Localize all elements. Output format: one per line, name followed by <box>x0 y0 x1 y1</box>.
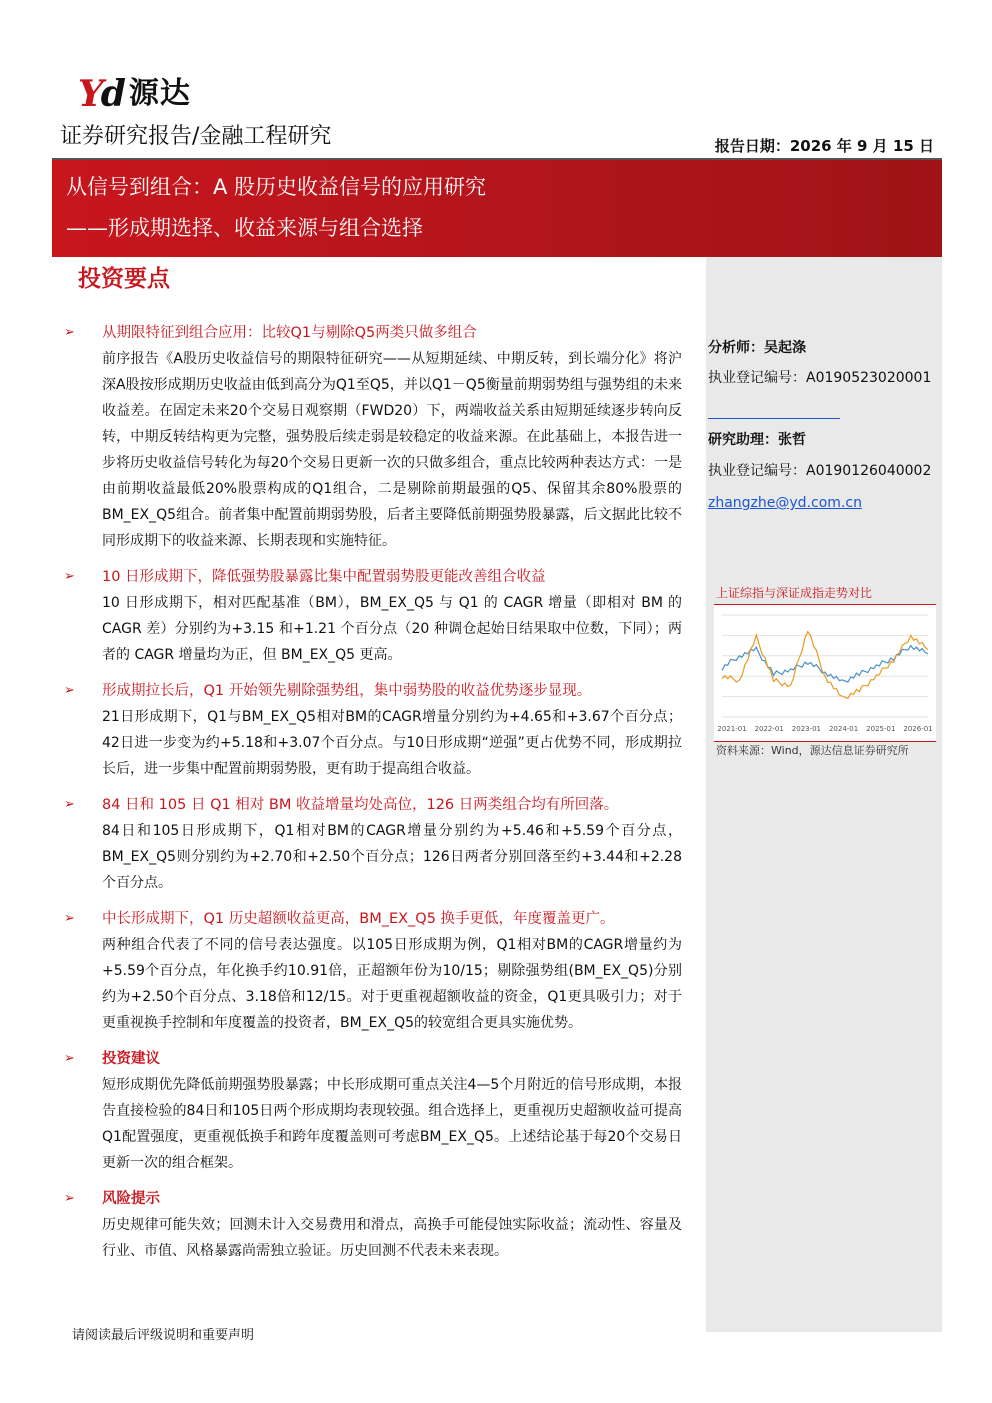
chart-title: 上证综指与深证成指走势对比 <box>716 586 873 600</box>
report-title: 从信号到组合：A 股历史收益信号的应用研究 <box>66 175 487 199</box>
key-point-item <box>62 678 682 782</box>
chart-x-tick-label: 2024-01 <box>828 725 859 733</box>
brand-mark-d: d <box>100 73 123 115</box>
bullet-arrow-icon: ➢ <box>64 569 75 584</box>
analyst-email-link[interactable]: zhangzhe@yd.com.cn <box>708 495 862 511</box>
key-point-paragraph: 两种组合代表了不同的信号表达强度。以105日形成期为例，Q1相对BM的CAGR增量约为+5.59个百分点，年化换手约10.91倍，正超额年份为10/15；剔除强势组(BM_EX_Q5)分别约为+2.50个百分点、3.18倍和12/15。对于更重视超额收益的资金，Q1更具吸引力；对于更重视换手控制和年度覆盖的投资者，BM_EX_Q5的较宽组合更具实施优势。 <box>102 937 682 1031</box>
key-point-heading-text: 中长形成期下，Q1 历史超额收益更高，BM_EX_Q5 换手更低，年度覆盖更广。 <box>102 911 615 927</box>
key-point-heading-text: 风险提示 <box>102 1191 160 1207</box>
key-point-paragraph: 84日和105日形成期下，Q1相对BM的CAGR增量分别约为+5.46和+5.59个百分点，BM_EX_Q5则分别约为+2.70和+2.50个百分点；126日两者分别回落至约+3.44和+2.28个百分点。 <box>102 823 682 891</box>
analyst-registration: 执业登记编号：A0190523020001 <box>708 370 932 386</box>
key-point-body <box>62 1072 682 1176</box>
bullet-arrow-icon: ➢ <box>64 683 75 698</box>
key-point-body <box>62 932 682 1036</box>
chart-source: 资料来源：Wind，源达信息证券研究所 <box>716 744 909 757</box>
footer-disclaimer: 请阅读最后评级说明和重要声明 <box>72 1328 255 1343</box>
key-point-item <box>62 906 682 1036</box>
bullet-arrow-icon: ➢ <box>64 797 75 812</box>
brand-name: 源达 <box>128 76 191 111</box>
key-point-heading <box>62 906 682 932</box>
chart-x-tick-label: 2021-01 <box>717 725 747 733</box>
key-point-heading <box>62 564 682 590</box>
report-subtitle: ——形成期选择、收益来源与组合选择 <box>66 216 423 240</box>
key-point-heading-text: 从期限特征到组合应用：比较Q1与剔除Q5两类只做多组合 <box>102 325 477 341</box>
key-point-paragraph: 21日形成期下，Q1与BM_EX_Q5相对BM的CAGR增量分别约为+4.65和+3.67个百分点；42日进一步变为约+5.18和+3.07个百分点。与10日形成期“逆强”更占优势不同，形成期拉长后，进一步集中配置前期弱势股，更有助于提高组合收益。 <box>102 709 682 777</box>
brand-mark-y: Y <box>78 73 101 115</box>
assistant-name: 研究助理：张哲 <box>708 432 806 448</box>
key-point-item <box>62 564 682 668</box>
chart-x-tick-label: 2025-01 <box>866 725 896 733</box>
key-point-body <box>62 818 682 896</box>
key-point-item <box>62 1046 682 1176</box>
key-point-paragraph: 前序报告《A股历史收益信号的期限特征研究——从短期延续、中期反转，到长端分化》将沪深A股按形成期历史收益由低到高分为Q1至Q5，并以Q1－Q5衡量前期弱势组与强势组的未来收益差。在固定未来20个交易日观察期（FWD20）下，两端收益关系由短期延续逐步转向反转，中期反转结构更为完整，强势股后续走弱是较稳定的收益来源。在此基础上，本报告进一步将历史收益信号转化为每20个交易日更新一次的只做多组合，重点比较两种表达方式：一是由前期收益最低20%股票构成的Q1组合，二是剔除前期最强的Q5、保留其余80%股票的BM_EX_Q5组合。前者集中配置前期弱势股，后者主要降低前期强势股暴露，后文据此比较不同形成期下的收益来源、长期表现和实施特征。 <box>102 351 682 549</box>
key-point-heading <box>62 1046 682 1072</box>
key-point-heading-text: 10 日形成期下，降低强势股暴露比集中配置弱势股更能改善组合收益 <box>102 569 546 585</box>
key-point-item <box>62 320 682 554</box>
chart-x-tick-label: 2026-01 <box>903 725 933 733</box>
key-point-body <box>62 704 682 782</box>
key-point-heading-text: 84 日和 105 日 Q1 相对 BM 收益增量均处高位，126 日两类组合均有所回落。 <box>102 797 619 813</box>
report-date: 报告日期：2026 年 9 月 15 日 <box>714 137 934 155</box>
chart-x-tick-label: 2022-01 <box>754 725 784 733</box>
bullet-arrow-icon: ➢ <box>64 1191 75 1206</box>
index-chart-svg <box>714 605 936 741</box>
brand-logo <box>78 74 191 114</box>
key-point-paragraph: 短形成期优先降低前期强势股暴露；中长形成期可重点关注4—5个月附近的信号形成期，本报告直接检验的84日和105日两个形成期均表现较强。组合选择上，更重视历史超额收益可提高Q1配置强度，更重视低换手和跨年度覆盖则可考虑BM_EX_Q5。上述结论基于每20个交易日更新一次的组合框架。 <box>102 1077 682 1171</box>
key-points-list <box>62 320 682 1264</box>
key-point-paragraph: 10 日形成期下，相对匹配基准（BM），BM_EX_Q5 与 Q1 的 CAGR 增量（即相对 BM 的 CAGR 差）分别约为+3.15 和+1.21 个百分点（20 种调仓起始日结果取中位数，下同）；两者的 CAGR 增量均为正，但 BM_EX_Q5 更高。 <box>102 595 682 663</box>
key-point-body <box>62 590 682 668</box>
analyst-name: 分析师：吴起涤 <box>708 340 806 356</box>
key-point-paragraph: 历史规律可能失效；回测未计入交易费用和滑点，高换手可能侵蚀实际收益；流动性、容量及行业、市值、风格暴露尚需独立验证。历史回测不代表未来表现。 <box>102 1217 682 1259</box>
chart-x-tick-label: 2023-01 <box>791 725 822 733</box>
analyst-divider <box>708 418 840 419</box>
brand-mark <box>78 74 123 114</box>
key-point-heading-text: 形成期拉长后，Q1 开始领先剔除强势组，集中弱势股的收益优势逐步显现。 <box>102 683 592 699</box>
key-point-heading <box>62 1186 682 1212</box>
index-chart <box>714 604 936 742</box>
key-point-heading <box>62 320 682 346</box>
key-point-heading <box>62 678 682 704</box>
bullet-arrow-icon: ➢ <box>64 911 75 926</box>
key-point-body <box>62 346 682 554</box>
title-banner <box>52 160 942 257</box>
section-title: 投资要点 <box>78 266 170 292</box>
report-type: 证券研究报告/金融工程研究 <box>60 124 332 149</box>
bullet-arrow-icon: ➢ <box>64 1051 75 1066</box>
key-point-item <box>62 1186 682 1264</box>
assistant-registration: 执业登记编号：A0190126040002 <box>708 463 932 479</box>
chart-series-line-2 <box>722 632 928 699</box>
bullet-arrow-icon: ➢ <box>64 325 75 340</box>
key-point-heading <box>62 792 682 818</box>
key-point-body <box>62 1212 682 1264</box>
key-point-heading-text: 投资建议 <box>102 1051 160 1067</box>
key-point-item <box>62 792 682 896</box>
